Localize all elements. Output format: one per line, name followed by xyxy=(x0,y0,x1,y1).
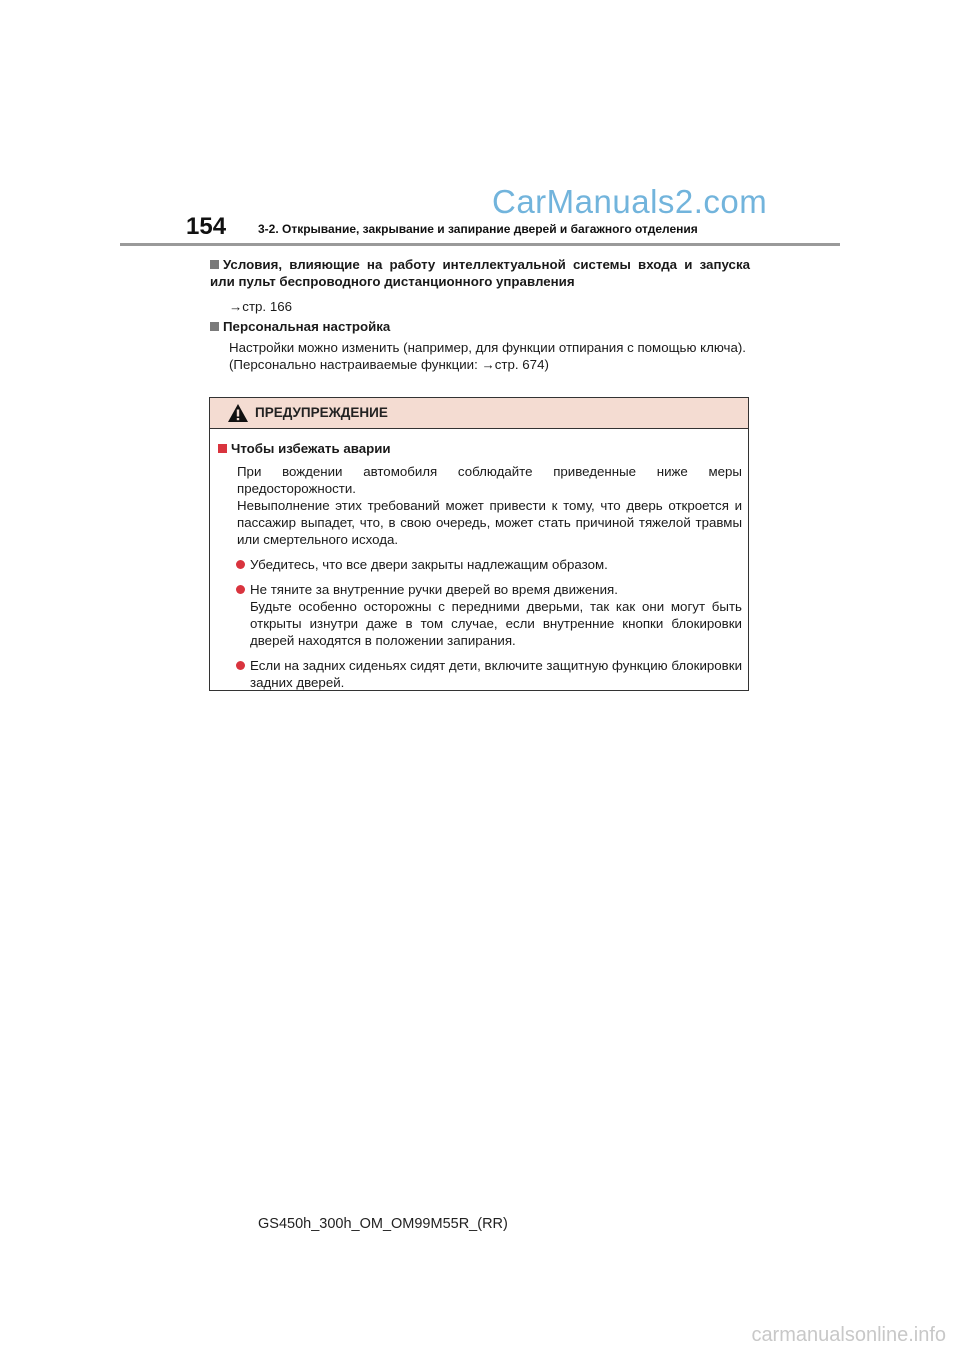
red-bullet-icon xyxy=(236,585,245,594)
red-bullet-icon xyxy=(236,661,245,670)
section-conditions xyxy=(210,256,750,315)
header-divider xyxy=(120,243,840,246)
gray-square-icon xyxy=(210,260,219,269)
section-heading: Персональная настройка xyxy=(223,319,391,334)
section-body: Настройки можно изменить (например, для функции отпирания с помощью ключа). xyxy=(229,340,746,355)
warning-title: ПРЕДУПРЕЖДЕНИЕ xyxy=(255,405,388,420)
bullet-text-continued: Будьте особенно осторожны с передними дверьми, так как они могут быть открыты изнутри даже в том случае, если внутренние кнопки блокировки дверей находятся в положении запирания. xyxy=(250,599,742,648)
warning-bullet xyxy=(218,556,742,573)
watermark-top: CarManuals2.com xyxy=(492,183,768,220)
warning-bullet xyxy=(218,657,742,691)
document-code: GS450h_300h_OM_OM99M55R_(RR) xyxy=(258,1216,508,1232)
page-number: 154 xyxy=(186,213,227,240)
warning-subheading: Чтобы избежать аварии xyxy=(231,441,391,456)
red-square-icon xyxy=(218,444,227,453)
warning-triangle-icon xyxy=(227,403,249,423)
watermark-bottom: carmanualsonline.info xyxy=(751,1324,946,1346)
page-reference: →стр. 166 xyxy=(229,299,293,314)
gray-square-icon xyxy=(210,322,219,331)
section-personal-settings xyxy=(210,318,750,373)
warning-intro-consequence: Невыполнение этих требований может привести к тому, что дверь откроется и пассажир выпадет, что, в свою очередь, может стать причиной тяжелой травмы или смертельного исхода. xyxy=(237,498,742,547)
section-heading: Условия, влияющие на работу интеллектуальной системы входа и запуска или пульт беспроводного дистанционного управления xyxy=(210,257,750,289)
warning-header xyxy=(210,398,748,429)
red-bullet-icon xyxy=(236,560,245,569)
warning-body xyxy=(218,440,742,691)
bullet-text: Убедитесь, что все двери закрыты надлежащим образом. xyxy=(250,557,608,572)
warning-bullet xyxy=(218,581,742,649)
bullet-text: Не тяните за внутренние ручки дверей во время движения. xyxy=(250,582,618,597)
section-body-reference: (Персонально настраиваемые функции: →стр. 674) xyxy=(229,357,549,372)
bullet-text: Если на задних сиденьях сидят дети, включите защитную функцию блокировки задних дверей. xyxy=(250,658,742,690)
warning-box xyxy=(209,397,749,691)
warning-intro: При вождении автомобиля соблюдайте приведенные ниже меры предосторожности. xyxy=(237,464,742,496)
section-title: 3-2. Открывание, закрывание и запирание дверей и багажного отделения xyxy=(258,222,698,236)
